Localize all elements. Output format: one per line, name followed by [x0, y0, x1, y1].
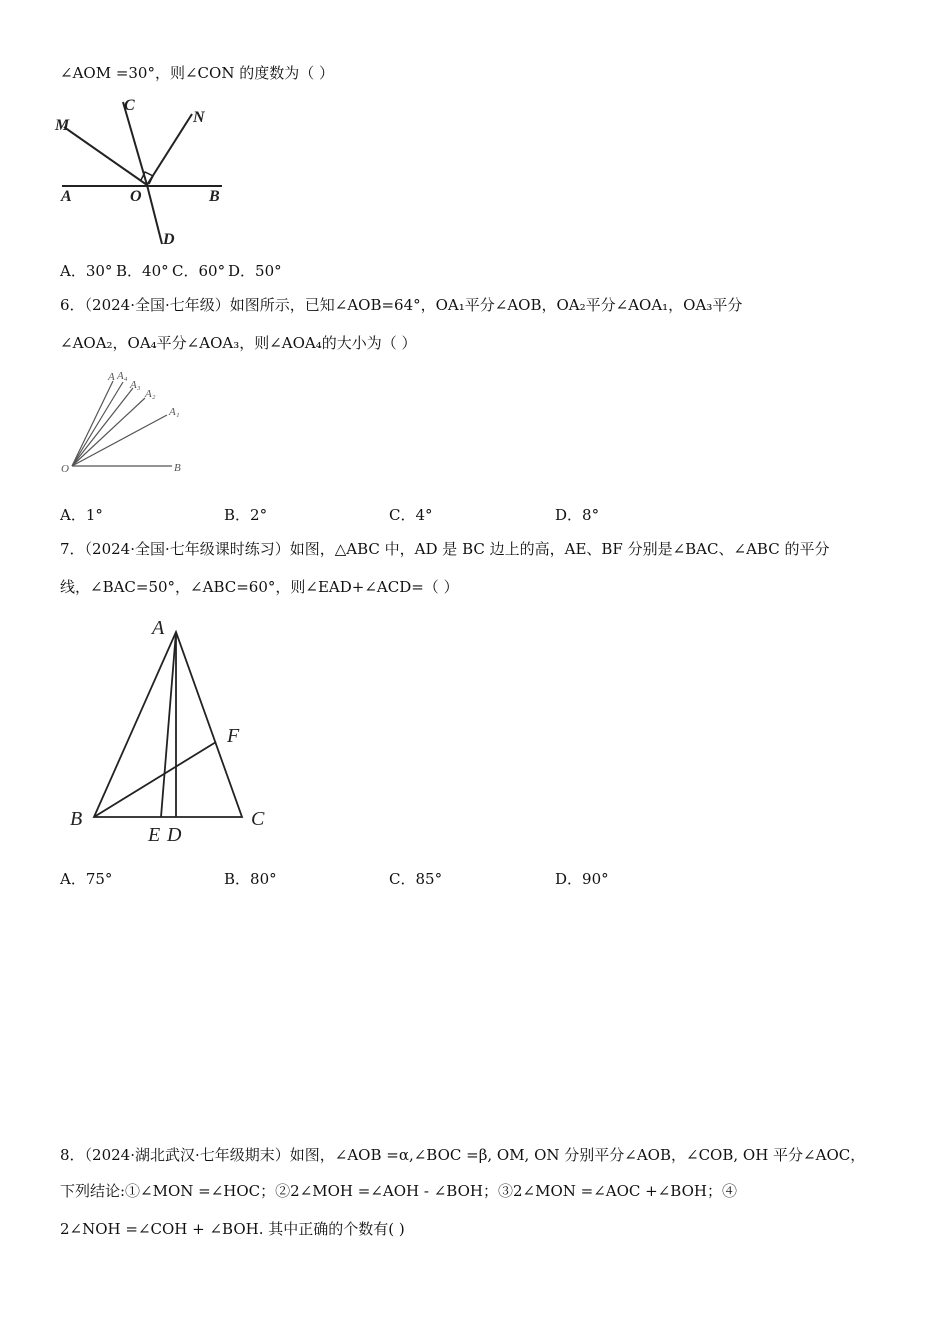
ray-oa4 [72, 382, 123, 466]
q7-option-a: A．75° [60, 870, 113, 888]
q6-option-d: D．8° [555, 506, 600, 524]
ray-oa2 [72, 398, 145, 466]
label-a: A [61, 188, 72, 205]
ray-on [147, 114, 192, 185]
label-b: B [70, 808, 83, 830]
label-b: B [209, 188, 220, 205]
label-a: A [152, 617, 165, 639]
label-a4: A₄ [117, 370, 128, 382]
ray-oa1 [72, 415, 167, 466]
q5-option-c: C．60° [172, 262, 226, 280]
q6-option-b: B．2° [224, 506, 268, 524]
q6-stem-line1: 6．（2024·全国·七年级）如图所示，已知∠AOB=64°，OA₁平分∠AOB，OA₂平分∠AOA₁，OA₃平分 [60, 296, 743, 314]
ray-oc [123, 102, 147, 185]
label-f: F [227, 725, 240, 747]
ray-om [64, 127, 147, 185]
q6-option-c: C．4° [389, 506, 433, 524]
label-e: E [148, 824, 161, 846]
label-a2: A₂ [145, 388, 156, 400]
q8-stem-line1: 8．（2024·湖北武汉·七年级期末）如图，∠AOB =α,∠BOC =β, OM, ON 分别平分∠AOB，∠COB, OH 平分∠AOC， [60, 1146, 866, 1164]
label-o: O [130, 188, 142, 205]
q7-stem-line2: 线，∠BAC=50°，∠ABC=60°，则∠EAD+∠ACD=（ ） [60, 578, 459, 596]
label-d: D [163, 231, 175, 248]
q7-option-c: C．85° [389, 870, 443, 888]
label-n: N [193, 109, 205, 126]
q8-stem-line2: 下列结论:①∠MON =∠HOC；②2∠MOH =∠AOH - ∠BOH；③2∠MON =∠AOC +∠BOH；④ [60, 1182, 737, 1200]
segment-bf [94, 742, 216, 817]
ray-oa3 [72, 388, 133, 466]
label-o: O [61, 463, 69, 475]
q7-option-d: D．90° [555, 870, 609, 888]
label-b: B [174, 462, 181, 474]
q7-stem-line1: 7．（2024·全国·七年级课时练习）如图，△ABC 中，AD 是 BC 边上的高，AE、BF 分别是∠BAC、∠ABC 的平分 [60, 540, 830, 558]
label-a1: A₁ [169, 406, 180, 418]
label-c: C [124, 97, 135, 114]
label-d: D [167, 824, 182, 846]
q5-figure [50, 92, 240, 252]
q8-stem-line3: 2∠NOH =∠COH + ∠BOH. 其中正确的个数有( ) [60, 1220, 405, 1238]
label-c: C [251, 808, 265, 830]
label-a3: A₃ [130, 379, 141, 391]
q6-figure [55, 368, 205, 480]
ray-oa [72, 381, 113, 466]
q6-stem-line2: ∠AOA₂，OA₄平分∠AOA₃，则∠AOA₄的大小为（ ） [60, 334, 417, 352]
q7-option-b: B．80° [224, 870, 277, 888]
q6-option-a: A．1° [60, 506, 103, 524]
label-m: M [55, 117, 70, 134]
ray-od [147, 185, 162, 244]
q5-option-b: B．40° [116, 262, 169, 280]
q5-option-d: D．50° [228, 262, 282, 280]
q5-stem-tail: ∠AOM =30°，则∠CON 的度数为（ ） [60, 64, 334, 82]
label-a: A [108, 371, 115, 383]
q7-figure [62, 612, 282, 850]
q5-option-a: A．30° [60, 262, 113, 280]
